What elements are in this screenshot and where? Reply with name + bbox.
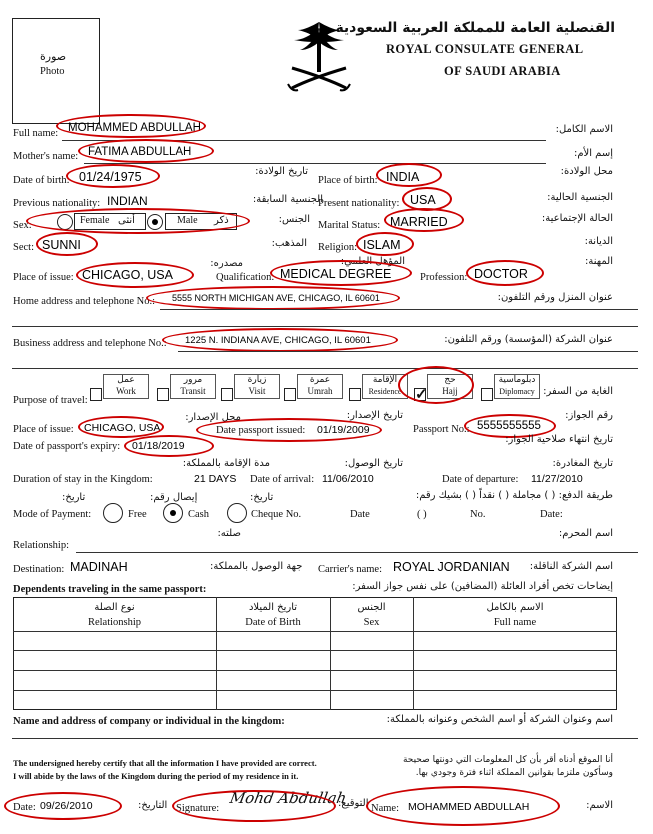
full-name-label: Full name:: [13, 128, 59, 139]
dependents-col-arabic: نوع الصلة: [94, 602, 135, 613]
place-issue-arabic: مصدره:: [210, 258, 243, 269]
purpose-option-label: Umrah: [307, 386, 333, 396]
business-address-value[interactable]: 1225 N. INDIANA AVE, CHICAGO, IL 60601: [185, 335, 371, 346]
home-address-label: Home address and telephone No.:: [13, 296, 156, 307]
stay-arrival-value[interactable]: 11/06/2010: [322, 473, 374, 485]
passport-number-value[interactable]: 5555555555: [477, 420, 541, 432]
stay-duration-label: Duration of stay in the Kingdom:: [13, 474, 153, 485]
mothers-name-oval: [78, 139, 214, 163]
mothers-name-line: [84, 163, 546, 164]
certify-arabic1: أنا الموقع أدناه أقر بأن كل المعلومات التي دونتها صحيحة: [402, 755, 613, 765]
purpose-option-visit: [234, 374, 280, 399]
passport-place-label: Place of issue:: [13, 424, 74, 435]
dependents-row3: [13, 670, 617, 671]
place-issue-value[interactable]: CHICAGO, USA: [82, 268, 173, 282]
home-address-oval: [146, 286, 400, 310]
destination-label: Destination:: [13, 564, 65, 575]
religion-oval: [356, 232, 414, 256]
dependents-row1: [13, 631, 617, 632]
stay-departure-arabic: تاريخ المغادرة:: [552, 458, 613, 469]
sig-signature-value[interactable]: Mohd Abdullah: [228, 789, 348, 807]
profession-oval: [466, 260, 544, 286]
sig-signature-arabic: التوقيع:: [338, 798, 369, 809]
dependents-row4: [13, 690, 617, 691]
sex-female-arabic: أنثى: [118, 215, 135, 226]
purpose-hajj-oval: [398, 366, 474, 404]
payment-receipt-arabic: إيصال رقم:: [150, 492, 198, 503]
header-arabic-title: القنصلية العامة للمملكة العربية السعودية: [335, 20, 615, 36]
pob-value[interactable]: INDIA: [386, 170, 420, 184]
dependents-label: Dependents traveling in the same passport:: [13, 584, 207, 595]
photo-label: Photo: [40, 66, 65, 77]
purpose-option-diplomacy: [494, 374, 540, 399]
home-address-line1: [160, 309, 638, 310]
company-line: [12, 738, 638, 739]
certify-line1: The undersigned hereby certify that all the information I have provided are correct.: [13, 758, 317, 768]
payment-arabic: طريقة الدفع: ( ) مجاملة ( ) نقداً ( ) بشيك رقم:: [415, 490, 613, 501]
purpose-checkbox-umrah[interactable]: [284, 388, 296, 401]
payment-date1-label: Date: [350, 509, 370, 520]
mothers-name-label: Mother's name:: [13, 151, 79, 162]
sig-signature-label: Signature:: [176, 803, 220, 814]
relationship-line: [76, 552, 638, 553]
payment-cheque-radio[interactable]: [227, 503, 247, 523]
header-title-line1: ROYAL CONSULATE GENERAL: [386, 42, 584, 56]
sect-arabic: المذهب:: [271, 238, 307, 249]
purpose-label: Purpose of travel:: [13, 395, 88, 406]
dob-oval: [66, 164, 160, 188]
mothers-name-arabic: إسم الأم:: [573, 148, 613, 159]
purpose-option-arabic: حج: [444, 375, 456, 385]
prev-nat-value[interactable]: INDIAN: [107, 194, 148, 208]
saudi-emblem-icon: [282, 18, 356, 98]
passport-expiry-oval: [124, 435, 214, 457]
purpose-option-label: Hajj: [442, 386, 458, 396]
purpose-checkbox-residence[interactable]: [349, 388, 361, 401]
dob-arabic: تاريخ الولادة:: [255, 166, 308, 177]
purpose-checkbox-visit[interactable]: [221, 388, 233, 401]
destination-arabic: جهة الوصول بالمملكة:: [210, 561, 303, 572]
purpose-hajj-checkmark: ✓: [415, 387, 428, 403]
marital-label: Marital Status:: [318, 220, 381, 231]
stay-arrival-arabic: تاريخ الوصول:: [344, 458, 403, 469]
passport-date-issued-label: Date passport issued:: [216, 425, 306, 436]
sex-arabic: الجنس:: [278, 214, 310, 225]
sect-oval: [36, 232, 98, 256]
payment-label: Mode of Payment:: [13, 509, 92, 520]
passport-expiry-arabic: تاريخ انتهاء صلاحية الجواز:: [505, 434, 613, 445]
passport-date-issued-oval: [196, 418, 382, 442]
payment-date-arabic: تاريخ:: [62, 492, 86, 503]
certify-line2: I will abide by the laws of the Kingdom during the period of my residence in it.: [13, 771, 299, 781]
relationship-arabic: صلته:: [217, 528, 241, 539]
passport-place-oval: [78, 416, 164, 438]
religion-arabic: الديانة:: [584, 236, 613, 247]
sig-date-arabic: التاريخ:: [138, 800, 168, 811]
business-address-line1: [178, 351, 638, 352]
sig-date-label: Date:: [13, 802, 36, 813]
sex-oval: [26, 208, 250, 234]
carrier-value[interactable]: ROYAL JORDANIAN: [393, 560, 510, 574]
qualification-label: Qualification:: [216, 272, 275, 283]
stay-departure-label: Date of departure:: [442, 474, 519, 485]
sig-date-value[interactable]: 09/26/2010: [40, 800, 93, 812]
dependents-table: [13, 597, 617, 710]
passport-place-value[interactable]: CHICAGO, USA: [84, 422, 161, 434]
sex-male-label: Male: [177, 215, 198, 226]
qualification-arabic: المؤهل العلمي:: [340, 256, 405, 267]
marital-value[interactable]: MARRIED: [390, 215, 448, 229]
stay-departure-value[interactable]: 11/27/2010: [531, 473, 583, 485]
payment-paren: ( ): [417, 509, 427, 520]
sig-name-label: Name:: [371, 803, 399, 814]
dependents-col1: [216, 597, 217, 710]
qualification-value[interactable]: MEDICAL DEGREE: [280, 267, 392, 281]
dependents-arabic: إيضاحات تخص أفراد العائلة (المضافين) على نفس جواز السفر:: [352, 581, 613, 592]
prev-nat-label: Previous nationality:: [13, 198, 101, 209]
purpose-option-arabic: الإقامة: [372, 375, 398, 385]
purpose-option-label: Work: [116, 386, 136, 396]
mothers-name-value[interactable]: FATIMA ABDULLAH: [88, 146, 192, 158]
business-address-oval: [162, 328, 398, 352]
purpose-option-work: [103, 374, 149, 399]
passport-number-label: Passport No.:: [413, 424, 470, 435]
photo-arabic-label: صورة: [40, 50, 67, 63]
place-issue-label: Place of issue:: [13, 272, 74, 283]
relationship-label: Relationship:: [13, 540, 69, 551]
home-address-line2: [12, 326, 638, 327]
passport-expiry-label: Date of passport's expiry:: [13, 441, 121, 452]
profession-label: Profession:: [420, 272, 468, 283]
carrier-label: Carrier's name:: [318, 564, 382, 575]
sex-female-label: Female: [80, 215, 110, 226]
dependents-col3: [413, 597, 414, 710]
purpose-checkbox-work[interactable]: [90, 388, 102, 401]
purpose-option-arabic: عمرة: [309, 375, 331, 385]
payment-date2-label: Date:: [540, 509, 563, 520]
company-arabic: اسم وعنوان الشركة أو اسم الشخص وعنوانه بالمملكة:: [386, 714, 613, 725]
prev-nat-arabic: الجنسية السابقة:: [252, 194, 323, 205]
dependents-col-header: Relationship: [87, 617, 142, 628]
purpose-option-label: Visit: [248, 386, 266, 396]
sig-date-oval: [4, 792, 122, 820]
payment-no-label: No.: [470, 509, 486, 520]
payment-cheque-label: Cheque No.: [251, 509, 302, 520]
business-address-label: Business address and telephone No.:: [13, 338, 167, 349]
purpose-arabic: الغاية من السفر:: [543, 386, 613, 397]
sig-name-arabic: الاسم:: [586, 800, 613, 811]
sect-label: Sect:: [13, 242, 34, 253]
profession-value[interactable]: DOCTOR: [474, 267, 528, 281]
religion-label: Religion:: [318, 242, 358, 253]
dependents-row2: [13, 650, 617, 651]
purpose-option-transit: [170, 374, 216, 399]
purpose-option-umrah: [297, 374, 343, 399]
certify-arabic2: وسأكون ملتزما بقوانين المملكة اثناء فترة وجودي بها.: [415, 768, 613, 778]
dependents-col-header: Full name: [493, 617, 537, 628]
purpose-option-label: Diplomacy: [499, 387, 535, 396]
pob-label: Place of birth:: [318, 175, 378, 186]
payment-free-radio[interactable]: [103, 503, 123, 523]
sex-male-arabic: ذكر: [214, 215, 229, 226]
home-address-value[interactable]: 5555 NORTH MICHIGAN AVE, CHICAGO, IL 60601: [172, 293, 380, 303]
header-title-line2: OF SAUDI ARABIA: [444, 64, 561, 78]
payment-cash-dot: [170, 510, 176, 516]
place-issue-oval: [76, 262, 194, 288]
pres-nat-value[interactable]: USA: [410, 193, 436, 207]
stay-arrival-label: Date of arrival:: [250, 474, 315, 485]
business-address-line2: [12, 368, 638, 369]
company-label: Name and address of company or individual in the kingdom:: [13, 716, 285, 727]
sig-name-value[interactable]: MOHAMMED ABDULLAH: [408, 801, 530, 813]
dependents-col-arabic: الاسم بالكامل: [486, 602, 544, 613]
purpose-option-arabic: مرور: [183, 375, 203, 385]
pres-nat-arabic: الجنسية الحالية:: [547, 192, 613, 203]
purpose-option-label: Transit: [180, 386, 206, 396]
purpose-option-label: Residence: [368, 387, 402, 396]
marital-arabic: الحالة الإجتماعية:: [541, 213, 613, 224]
full-name-value[interactable]: MOHAMMED ABDULLAH: [68, 122, 201, 134]
sect-value[interactable]: SUNNI: [42, 238, 81, 252]
religion-value[interactable]: ISLAM: [363, 238, 401, 252]
qualification-oval: [270, 260, 412, 286]
home-address-arabic: عنوان المنزل ورقم التلفون:: [497, 292, 613, 303]
destination-value[interactable]: MADINAH: [70, 560, 128, 574]
passport-number-arabic: رقم الجواز:: [565, 410, 613, 421]
purpose-checkbox-diplomacy[interactable]: [481, 388, 493, 401]
dob-value[interactable]: 01/24/1975: [79, 170, 142, 184]
purpose-option-arabic: عمل: [117, 375, 135, 385]
business-address-arabic: عنوان الشركة (المؤسسة) ورقم التلفون:: [444, 334, 613, 345]
payment-cash-label: Cash: [188, 509, 209, 520]
marital-oval: [384, 208, 464, 232]
profession-arabic: المهنة:: [585, 256, 613, 267]
dependents-col-arabic: الجنس: [357, 602, 386, 613]
dependents-col-header: Sex: [363, 617, 380, 628]
passport-place-arabic: محل الإصدار:: [185, 412, 241, 423]
purpose-checkbox-transit[interactable]: [157, 388, 169, 401]
purpose-option-arabic: دبلوماسية: [498, 375, 536, 385]
mahram-arabic: اسم المحرم:: [558, 528, 613, 539]
full-name-arabic: الاسم الكامل:: [555, 124, 613, 135]
payment-date2-arabic: تاريخ:: [250, 492, 274, 503]
sig-name-oval: [366, 786, 560, 826]
dependents-col-header: Date of Birth: [245, 617, 301, 628]
dependents-col2: [330, 597, 331, 710]
stay-duration-arabic: مدة الإقامة بالمملكة:: [182, 458, 270, 469]
carrier-arabic: اسم الشركة الناقلة:: [529, 561, 613, 572]
passport-expiry-value[interactable]: 01/18/2019: [132, 440, 185, 452]
passport-date-issued-arabic: تاريخ الإصدار:: [346, 410, 403, 421]
pres-nat-label: Present nationality:: [318, 198, 400, 209]
stay-duration-value[interactable]: 21 DAYS: [194, 473, 237, 485]
purpose-option-arabic: زيارة: [247, 375, 267, 385]
sex-label: Sex:: [13, 220, 32, 231]
pob-oval: [376, 163, 442, 187]
dob-label: Date of birth:: [13, 175, 70, 186]
dependents-col-arabic: تاريخ الميلاد: [248, 602, 298, 613]
passport-date-issued-value[interactable]: 01/19/2009: [317, 424, 370, 436]
sig-signature-oval: [172, 790, 336, 822]
pob-arabic: محل الولادة:: [560, 166, 613, 177]
full-name-oval: [56, 114, 206, 138]
payment-free-label: Free: [128, 509, 147, 520]
